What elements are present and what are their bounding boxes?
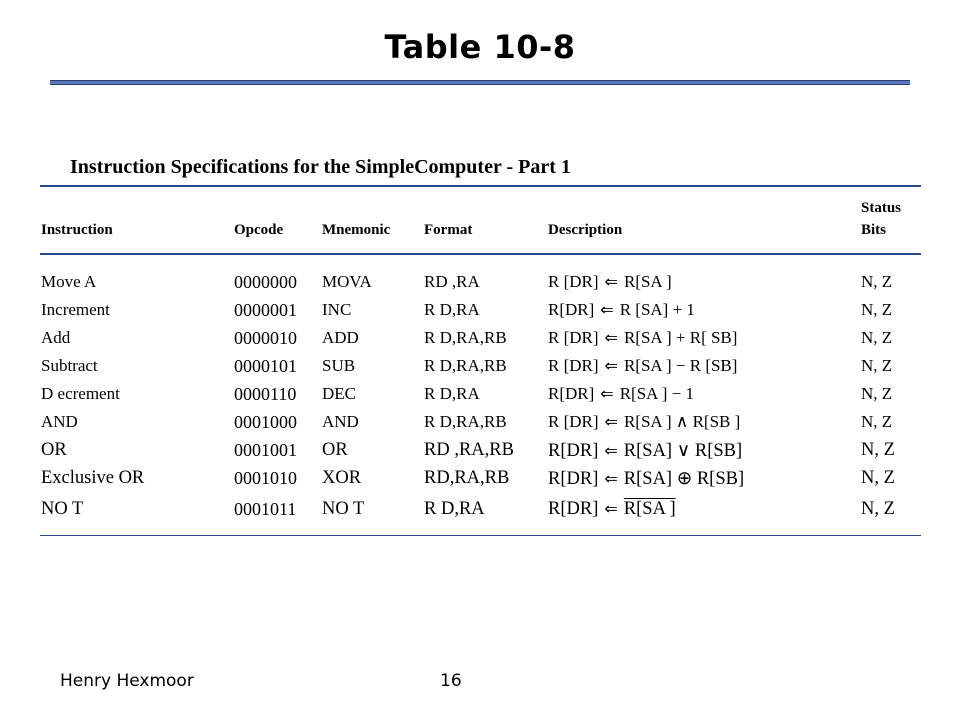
- description-destination: R[DR]: [548, 499, 599, 519]
- description-expression: R[SA ] + R[ SB]: [623, 328, 738, 347]
- cell-instruction: Subtract: [41, 356, 98, 375]
- transfer-arrow-icon: ⇐: [604, 412, 618, 431]
- description-expression: R[SA ] − 1: [619, 384, 694, 403]
- table-top-rule: [40, 185, 921, 187]
- cell-opcode: 0001000: [234, 412, 297, 432]
- transfer-arrow-icon: ⇐: [604, 469, 618, 488]
- description-destination: R[DR]: [548, 300, 595, 319]
- description-expression: R [SA] + 1: [619, 300, 695, 319]
- cell-mnemonic: MOVA: [322, 272, 372, 291]
- cell-format: R D,RA: [424, 384, 480, 403]
- cell-opcode: 0000000: [234, 272, 297, 292]
- cell-format: RD ,RA: [424, 272, 480, 291]
- cell-description: [548, 272, 672, 292]
- cell-status-bits: N, Z: [861, 412, 893, 431]
- cell-instruction: Increment: [41, 300, 110, 319]
- cell-status-bits: N, Z: [861, 499, 895, 519]
- cell-instruction: NO T: [41, 499, 84, 519]
- description-destination: R [DR]: [548, 272, 599, 291]
- transfer-arrow-icon: ⇐: [600, 300, 614, 319]
- cell-description: [548, 328, 737, 348]
- cell-status-bits: N, Z: [861, 300, 893, 319]
- cell-mnemonic: NO T: [322, 499, 365, 519]
- table-row: [0, 328, 960, 352]
- table-bottom-rule: [40, 535, 921, 536]
- description-destination: R [DR]: [548, 356, 599, 375]
- header-status-bits: Bits: [861, 222, 887, 238]
- cell-instruction: Move A: [41, 272, 97, 291]
- table-row: [0, 499, 960, 523]
- footer-page-number: 16: [440, 671, 462, 691]
- cell-instruction: AND: [41, 412, 78, 431]
- cell-status-bits: N, Z: [861, 272, 893, 291]
- table-row: [0, 300, 960, 324]
- table-row: [0, 356, 960, 380]
- slide-title: Table 10-8: [384, 28, 576, 66]
- description-expression: R[SA ] − R [SB]: [623, 356, 738, 375]
- cell-opcode: 0000101: [234, 356, 297, 376]
- title-divider: [50, 80, 910, 85]
- cell-opcode: 0000010: [234, 328, 297, 348]
- description-destination: R[DR]: [548, 469, 599, 489]
- cell-mnemonic: DEC: [322, 384, 356, 403]
- table-row: [0, 440, 960, 464]
- cell-description: [548, 412, 740, 432]
- description-destination: R [DR]: [548, 328, 599, 347]
- description-expression: R[SA] ⊕ R[SB]: [623, 469, 745, 489]
- description-destination: R[DR]: [548, 441, 599, 461]
- cell-opcode: 0001011: [234, 499, 297, 519]
- cell-description: [548, 384, 694, 404]
- header-format: Format: [424, 222, 473, 238]
- table-header-rule: [40, 253, 921, 255]
- transfer-arrow-icon: ⇐: [604, 499, 618, 518]
- transfer-arrow-icon: ⇐: [604, 272, 618, 291]
- description-expression: R[SA ] ∧ R[SB ]: [623, 412, 741, 431]
- cell-mnemonic: SUB: [322, 356, 356, 375]
- description-destination: R[DR]: [548, 384, 595, 403]
- transfer-arrow-icon: ⇐: [604, 356, 618, 375]
- header-instruction: Instruction: [41, 222, 113, 238]
- cell-description: [548, 300, 695, 320]
- cell-opcode: 0001010: [234, 468, 297, 488]
- cell-format: R D,RA,RB: [424, 356, 507, 375]
- header-mnemonic: Mnemonic: [322, 222, 391, 238]
- cell-format: R D,RA,RB: [424, 412, 507, 431]
- cell-instruction: OR: [41, 440, 67, 460]
- footer-author: Henry Hexmoor: [60, 671, 194, 691]
- cell-format: R D,RA,RB: [424, 328, 507, 347]
- cell-instruction: D ecrement: [41, 384, 120, 403]
- transfer-arrow-icon: ⇐: [604, 328, 618, 347]
- cell-opcode: 0000110: [234, 384, 297, 404]
- table-row: [0, 412, 960, 436]
- transfer-arrow-icon: ⇐: [600, 384, 614, 403]
- table-row: [0, 384, 960, 408]
- cell-instruction: Exclusive OR: [41, 468, 145, 488]
- cell-mnemonic: AND: [322, 412, 359, 431]
- description-expression: R[SA] ∨ R[SB]: [623, 441, 743, 461]
- table-row: [0, 468, 960, 492]
- description-expression: R[SA ]: [623, 499, 676, 519]
- cell-mnemonic: XOR: [322, 468, 362, 488]
- transfer-arrow-icon: ⇐: [604, 441, 618, 460]
- description-destination: R [DR]: [548, 412, 599, 431]
- cell-format: RD ,RA,RB: [424, 440, 514, 460]
- cell-status-bits: N, Z: [861, 440, 895, 460]
- cell-instruction: Add: [41, 328, 71, 347]
- cell-format: R D,RA: [424, 499, 485, 519]
- header-opcode: Opcode: [234, 222, 284, 238]
- cell-mnemonic: OR: [322, 440, 348, 460]
- cell-description: [548, 356, 737, 376]
- cell-opcode: 0001001: [234, 440, 297, 460]
- cell-status-bits: N, Z: [861, 356, 893, 375]
- cell-status-bits: N, Z: [861, 384, 893, 403]
- header-status-top: Status: [861, 200, 902, 216]
- table-caption: Instruction Specifications for the SimpleComputer - Part 1: [70, 156, 571, 178]
- table-row: [0, 272, 960, 296]
- cell-format: R D,RA: [424, 300, 480, 319]
- cell-description: [548, 468, 744, 490]
- header-description: Description: [548, 222, 623, 238]
- cell-status-bits: N, Z: [861, 468, 895, 488]
- cell-description: [548, 440, 742, 462]
- description-expression: R[SA ]: [623, 272, 672, 291]
- cell-opcode: 0000001: [234, 300, 297, 320]
- cell-format: RD,RA,RB: [424, 468, 510, 488]
- cell-description: [548, 499, 676, 520]
- cell-status-bits: N, Z: [861, 328, 893, 347]
- cell-mnemonic: INC: [322, 300, 352, 319]
- cell-mnemonic: ADD: [322, 328, 359, 347]
